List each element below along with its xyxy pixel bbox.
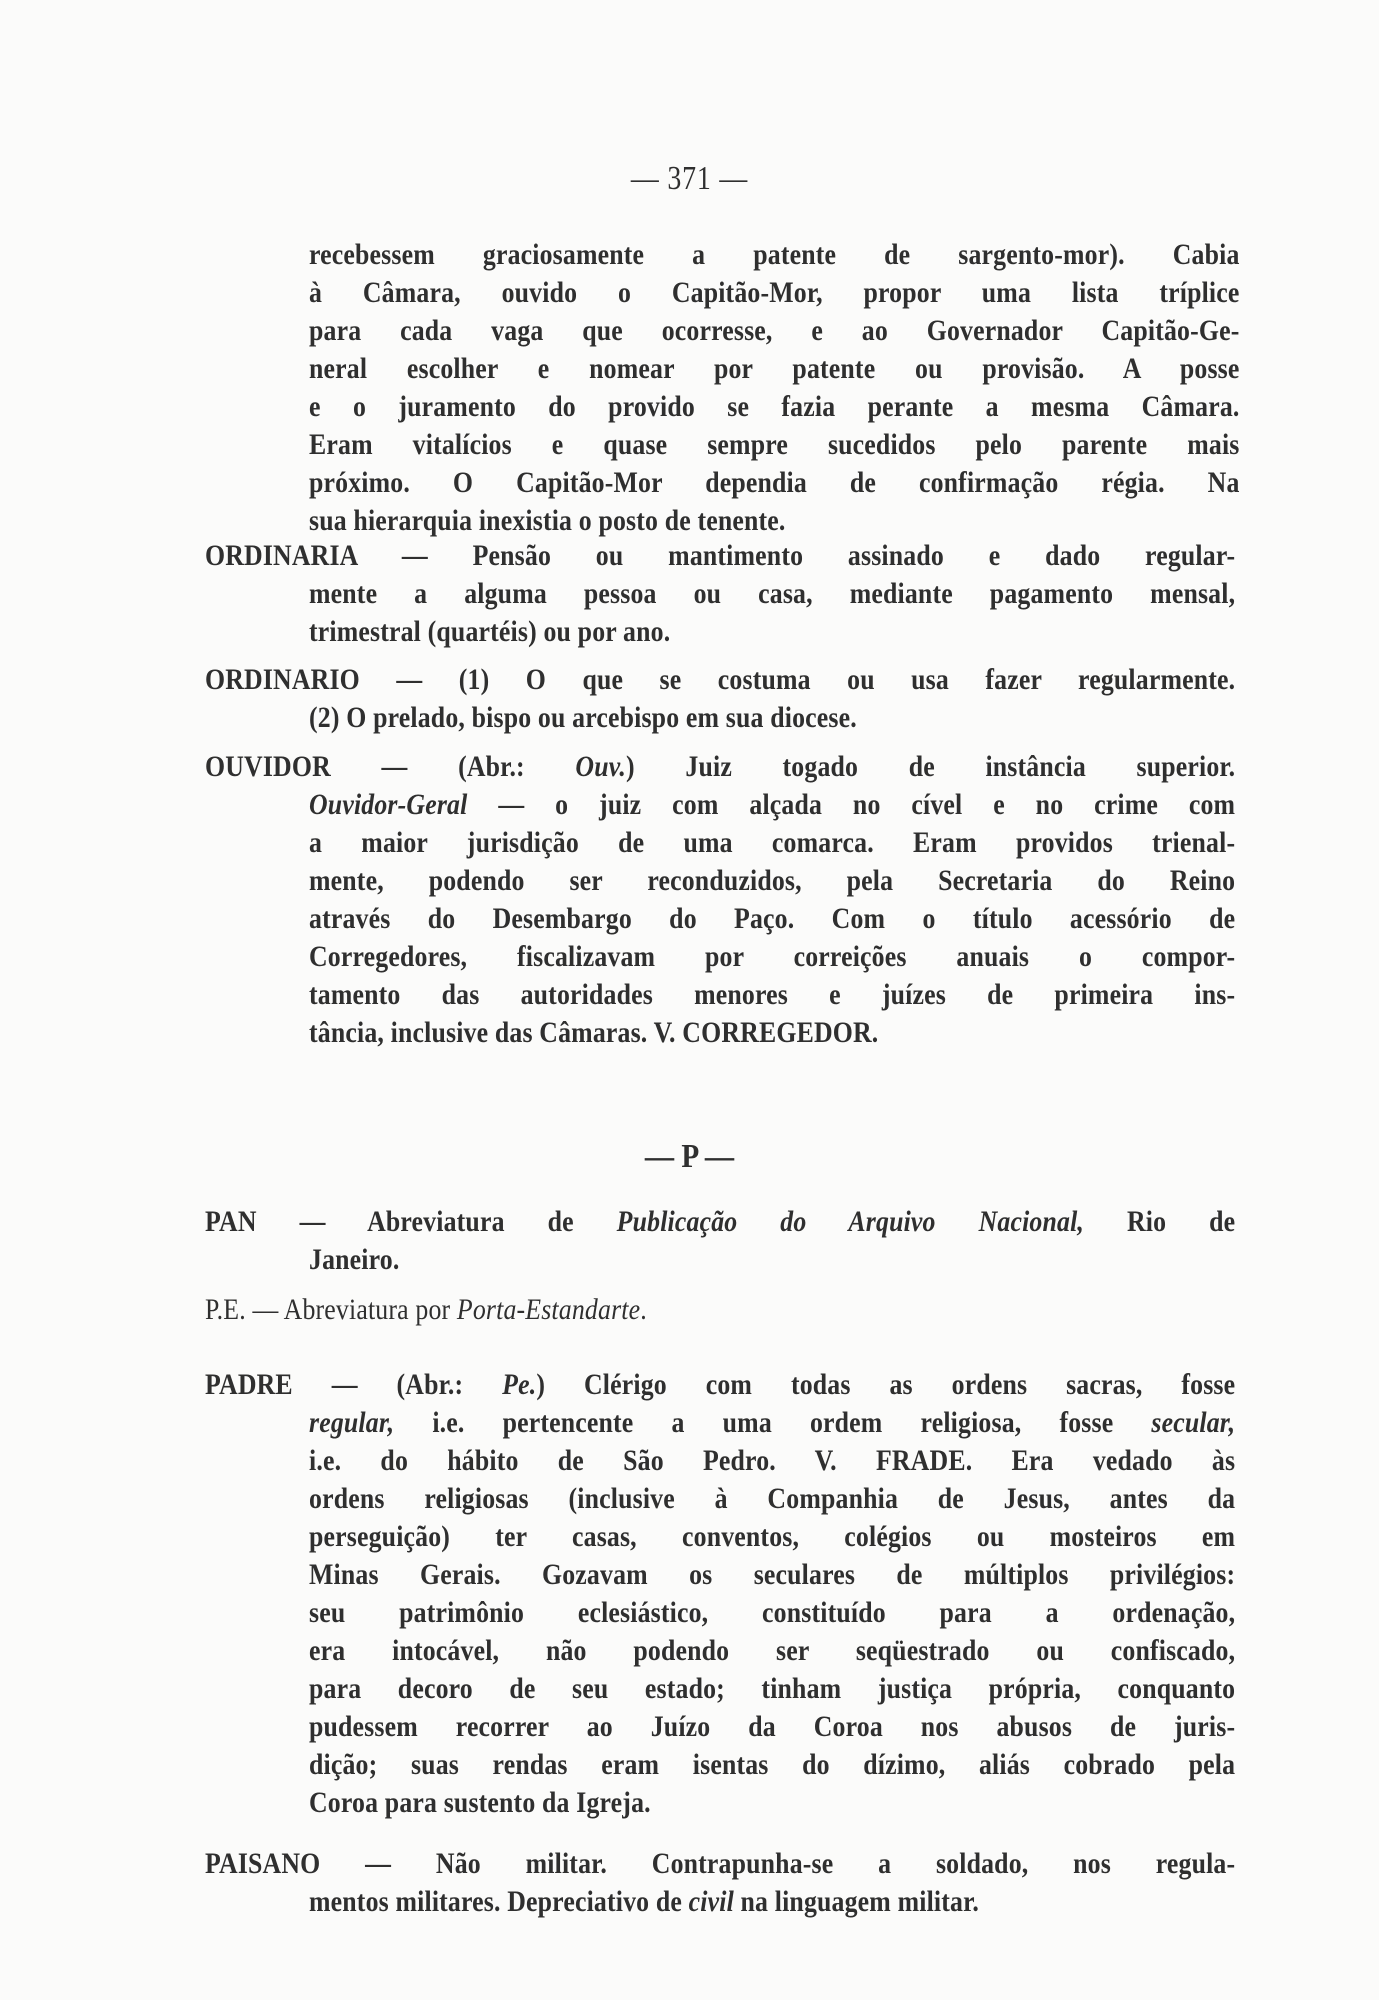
- dash: —: [331, 1368, 358, 1401]
- dash: —: [381, 750, 408, 783]
- text-line: Corregedores, fiscalizavam por correições anuais o compor-: [309, 940, 1236, 973]
- headword: PAISANO: [205, 1847, 321, 1880]
- dash: —: [396, 663, 423, 696]
- text-line: a maior jurisdição de uma comarca. Eram providos trienal-: [309, 826, 1236, 859]
- definition-text: ) Juiz togado de instância superior.: [626, 750, 1236, 783]
- headword: PADRE: [205, 1368, 293, 1401]
- text-line: pudessem recorrer ao Juízo da Coroa nos abusos de juris-: [309, 1710, 1236, 1743]
- definition-text: Pensão ou mantimento assinado e dado regular-: [472, 539, 1236, 572]
- page-number: — 371 —: [630, 160, 749, 197]
- text-line: Coroa para sustento da Igreja.: [309, 1786, 651, 1819]
- text-line: para cada vaga que ocorresse, e ao Governador Capitão-Ge-: [309, 314, 1240, 347]
- entry-ordinaria: [205, 537, 1235, 651]
- abbreviation-italic: Ouv.: [575, 750, 627, 783]
- headword: ORDINARIA: [205, 539, 358, 572]
- definition-text: (Abr.:: [396, 1368, 503, 1401]
- dash: —: [365, 1847, 392, 1880]
- continuation-paragraph: [309, 236, 1239, 540]
- dash: —: [252, 1293, 279, 1326]
- definition-text: Abreviatura de: [367, 1205, 617, 1238]
- text-line: sua hierarquia inexistia o posto de tenente.: [309, 504, 786, 537]
- text-line: e o juramento do provido se fazia perante a mesma Câmara.: [309, 390, 1240, 423]
- headword: PAN: [205, 1205, 257, 1238]
- term-italic: secular,: [1151, 1406, 1236, 1439]
- definition-text: mentos militares. Depreciativo de: [309, 1885, 689, 1918]
- text-line: recebessem graciosamente a patente de sargento-mor). Cabia: [309, 238, 1240, 271]
- definition-text: .: [640, 1293, 647, 1326]
- text-line: neral escolher e nomear por patente ou provisão. A posse: [309, 352, 1240, 385]
- term-italic: regular,: [309, 1406, 395, 1439]
- text-line: dição; suas rendas eram isentas do dízimo, aliás cobrado pela: [309, 1748, 1236, 1781]
- text-line: perseguição) ter casas, conventos, colégios ou mosteiros em: [309, 1520, 1236, 1553]
- text-line: era intocável, não podendo ser seqüestrado ou confiscado,: [309, 1634, 1236, 1667]
- text-line: através do Desembargo do Paço. Com o título acessório de: [309, 902, 1236, 935]
- entry-pan: [205, 1203, 1235, 1279]
- text-line: seu patrimônio eclesiástico, constituído para a ordenação,: [309, 1596, 1236, 1629]
- text-line: tamento das autoridades menores e juízes de primeira ins-: [309, 978, 1236, 1011]
- definition-text: Não militar. Contrapunha-se a soldado, nos regula-: [435, 1847, 1236, 1880]
- entry-ordinario: [205, 661, 1235, 737]
- text-line: Janeiro.: [309, 1243, 400, 1276]
- section-letter-heading: — P —: [644, 1138, 735, 1175]
- text-line: Eram vitalícios e quase sempre sucedidos pelo parente mais: [309, 428, 1240, 461]
- definition-text: Rio de: [1084, 1205, 1236, 1238]
- entry-pe: [205, 1291, 1235, 1329]
- text-line: tância, inclusive das Câmaras. V. CORREGEDOR.: [309, 1016, 879, 1049]
- dash: —: [401, 539, 428, 572]
- definition-text: (Abr.:: [458, 750, 576, 783]
- text-line: i.e. do hábito de São Pedro. V. FRADE. Era vedado às: [309, 1444, 1236, 1477]
- term-italic: Porta-Estandarte: [456, 1293, 641, 1326]
- definition-text: na linguagem militar.: [733, 1885, 979, 1918]
- publication-title-italic: Publicação do Arquivo Nacional,: [616, 1205, 1085, 1238]
- headword: P.E.: [205, 1293, 246, 1326]
- text-line: para decoro de seu estado; tinham justiça própria, conquanto: [309, 1672, 1236, 1705]
- entry-paisano: [205, 1845, 1235, 1921]
- text-line: mente, podendo ser reconduzidos, pela Secretaria do Reino: [309, 864, 1236, 897]
- text-line: próximo. O Capitão-Mor dependia de confirmação régia. Na: [309, 466, 1240, 499]
- definition-text: (1) O que se costuma ou usa fazer regularmente.: [458, 663, 1236, 696]
- term-italic: civil: [688, 1885, 734, 1918]
- definition-text: Abreviatura por: [283, 1293, 457, 1326]
- entry-padre: [205, 1366, 1235, 1822]
- definition-text: — o juiz com alçada no cível e no crime com: [467, 788, 1236, 821]
- dash: —: [299, 1205, 326, 1238]
- text-line: à Câmara, ouvido o Capitão-Mor, propor uma lista tríplice: [309, 276, 1240, 309]
- text-line: trimestral (quartéis) ou por ano.: [309, 615, 671, 648]
- definition-text: i.e. pertencente a uma ordem religiosa, fosse: [394, 1406, 1152, 1439]
- text-line: ordens religiosas (inclusive à Companhia de Jesus, antes da: [309, 1482, 1236, 1515]
- text-line: (2) O prelado, bispo ou arcebispo em sua diocese.: [309, 701, 857, 734]
- text-line: mente a alguma pessoa ou casa, mediante pagamento mensal,: [309, 577, 1236, 610]
- headword: ORDINARIO: [205, 663, 360, 696]
- headword: OUVIDOR: [205, 750, 331, 783]
- subterm-italic: Ouvidor-Geral: [309, 788, 468, 821]
- abbreviation-italic: Pe.: [502, 1368, 537, 1401]
- entry-ouvidor: [205, 748, 1235, 1052]
- definition-text: ) Clérigo com todas as ordens sacras, fosse: [536, 1368, 1236, 1401]
- text-line: Minas Gerais. Gozavam os seculares de múltiplos privilégios:: [309, 1558, 1236, 1591]
